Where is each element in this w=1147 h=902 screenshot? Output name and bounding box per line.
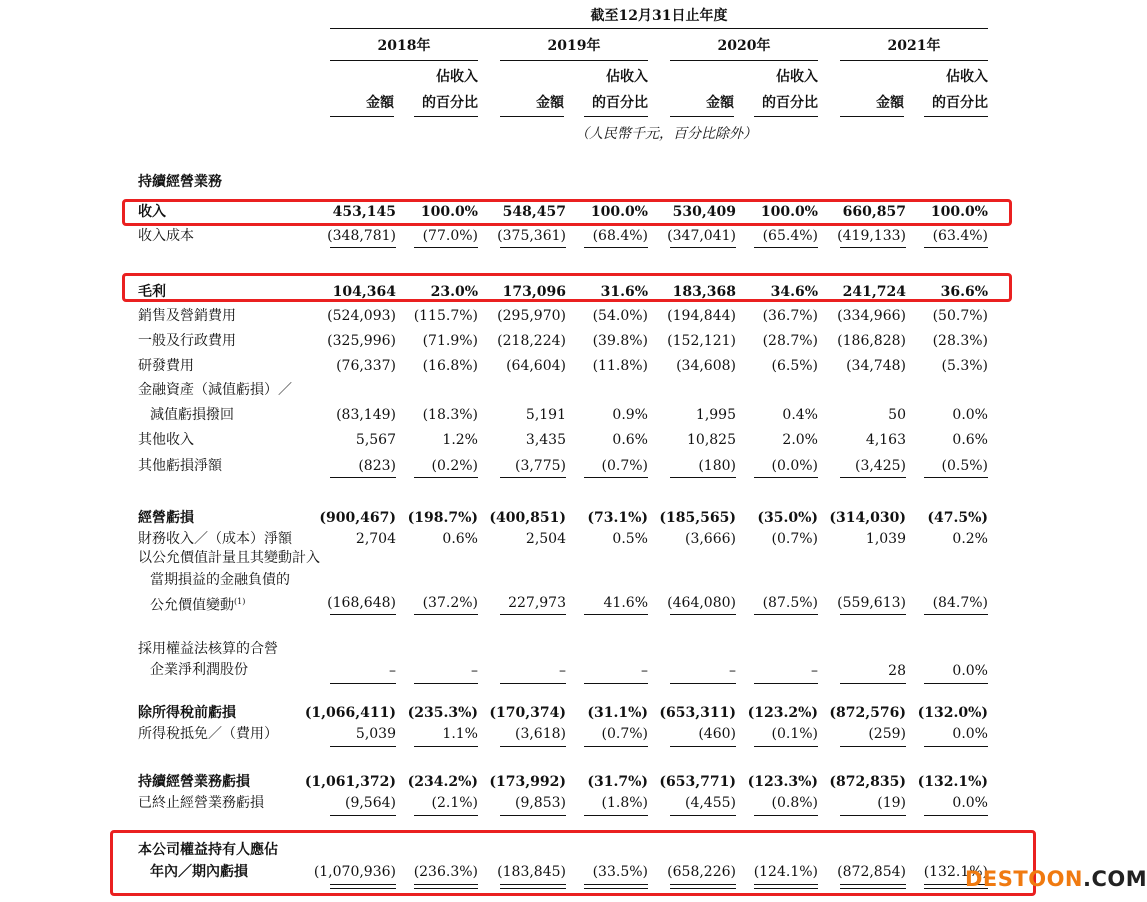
pct-cell: 41.6% xyxy=(603,595,648,611)
row-label: 一般及行政費用 xyxy=(138,333,236,349)
total-rule xyxy=(414,614,478,615)
row-label: 經營虧損 xyxy=(138,510,194,526)
period-title: 截至12月31日止年度 xyxy=(590,8,728,24)
total-rule xyxy=(840,477,906,478)
total-rule xyxy=(840,815,906,816)
total-rule xyxy=(924,683,988,684)
amount-cell: (1,061,372) xyxy=(304,774,396,790)
pct-cell: (33.5%) xyxy=(592,864,648,880)
pct-cell: (234.2%) xyxy=(407,774,478,790)
amount-cell: (185,565) xyxy=(659,510,736,526)
pct-cell: (0.7%) xyxy=(771,531,818,547)
pct-cell: (63.4%) xyxy=(932,228,988,244)
pct-cell: (31.7%) xyxy=(587,774,648,790)
total-rule xyxy=(500,746,566,747)
row-label: 其他虧損淨額 xyxy=(138,458,222,474)
pct-cell: 1.2% xyxy=(442,432,478,448)
amount-cell: (348,781) xyxy=(327,228,396,244)
year-2020: 2020年 xyxy=(717,38,771,54)
pct-cell: (11.8%) xyxy=(592,358,648,374)
pct-cell: (132.1%) xyxy=(923,864,988,880)
footnote-marker: (1) xyxy=(234,597,246,606)
col-rule xyxy=(924,116,988,117)
pct-cell: (77.0%) xyxy=(422,228,478,244)
amount-cell: 2,504 xyxy=(525,531,566,547)
amount-cell: (183,845) xyxy=(497,864,566,880)
total-rule xyxy=(330,746,396,747)
pct-cell: 0.0% xyxy=(952,407,988,423)
col-pct-header-4: 佔收入 xyxy=(946,69,988,85)
amount-cell: 28 xyxy=(888,663,906,679)
amount-cell: 660,857 xyxy=(842,204,906,220)
col-pct-header-1: 佔收入 xyxy=(436,69,478,85)
col-rule xyxy=(414,116,478,117)
row-label: 金融資產（減值虧損）／ xyxy=(138,382,292,398)
pct-cell: 0.9% xyxy=(612,407,648,423)
pct-cell: (35.0%) xyxy=(757,510,818,526)
total-rule xyxy=(840,614,906,615)
amount-cell: (325,996) xyxy=(327,333,396,349)
amount-cell: (34,608) xyxy=(676,358,736,374)
amount-cell: (152,121) xyxy=(667,333,736,349)
amount-cell: (1,066,411) xyxy=(304,705,396,721)
pct-cell: 23.0% xyxy=(430,284,478,300)
pct-cell: 0.0% xyxy=(952,726,988,742)
amount-cell: (658,226) xyxy=(667,864,736,880)
amount-cell: 548,457 xyxy=(502,204,566,220)
pct-cell: 36.6% xyxy=(940,284,988,300)
total-rule xyxy=(924,247,988,248)
row-label: 銷售及營銷費用 xyxy=(138,308,236,324)
total-rule xyxy=(500,247,566,248)
amount-cell: 5,567 xyxy=(355,432,396,448)
total-rule xyxy=(414,683,478,684)
total-rule xyxy=(330,614,396,615)
amount-cell: (334,966) xyxy=(837,308,906,324)
amount-cell: 1,995 xyxy=(695,407,736,423)
amount-cell: 453,145 xyxy=(332,204,396,220)
highlight-gross-profit-row xyxy=(122,273,1012,302)
amount-cell: (653,771) xyxy=(659,774,736,790)
col-rule xyxy=(670,116,734,117)
total-rule xyxy=(414,815,478,816)
amount-cell: 5,191 xyxy=(525,407,566,423)
pct-cell: 0.6% xyxy=(952,432,988,448)
total-rule xyxy=(330,247,396,248)
amount-cell: (3,425) xyxy=(854,458,906,474)
period-rule xyxy=(330,28,988,29)
pct-cell: (2.1%) xyxy=(431,795,478,811)
amount-cell: – xyxy=(729,663,736,679)
pct-cell: 0.6% xyxy=(442,531,478,547)
col-pct-header-line2: 的百分比 xyxy=(422,95,478,111)
total-rule xyxy=(500,683,566,684)
row-label: 毛利 xyxy=(138,284,166,300)
pct-cell: (6.5%) xyxy=(771,358,818,374)
amount-cell: (314,030) xyxy=(829,510,906,526)
pct-cell: (132.0%) xyxy=(917,705,988,721)
col-rule xyxy=(754,116,818,117)
amount-cell: (3,666) xyxy=(684,531,736,547)
total-rule xyxy=(414,247,478,248)
amount-cell: (218,224) xyxy=(497,333,566,349)
total-rule xyxy=(500,614,566,615)
year-2018: 2018年 xyxy=(377,38,431,54)
pct-cell: (115.7%) xyxy=(413,308,478,324)
row-label: 以公允價值計量且其變動計入 xyxy=(138,550,320,566)
pct-cell: (124.1%) xyxy=(753,864,818,880)
pct-cell: (0.5%) xyxy=(941,458,988,474)
total-rule xyxy=(924,614,988,615)
total-rule xyxy=(584,247,648,248)
row-label: 採用權益法核算的合營 xyxy=(138,641,278,657)
col-amount-header: 金額 xyxy=(706,95,734,111)
pct-cell: (5.3%) xyxy=(941,358,988,374)
amount-cell: 241,724 xyxy=(842,284,906,300)
total-rule xyxy=(840,247,906,248)
pct-cell: 2.0% xyxy=(782,432,818,448)
amount-cell: (168,648) xyxy=(327,595,396,611)
amount-cell: (4,455) xyxy=(684,795,736,811)
amount-cell: (83,149) xyxy=(336,407,396,423)
row-label: 財務收入／（成本）淨額 xyxy=(138,531,292,547)
amount-cell: 1,039 xyxy=(865,531,906,547)
amount-cell: (559,613) xyxy=(837,595,906,611)
total-rule xyxy=(414,746,478,747)
total-rule xyxy=(330,683,396,684)
year-rule xyxy=(330,60,478,61)
col-rule xyxy=(330,116,394,117)
amount-cell: (170,374) xyxy=(489,705,566,721)
pct-cell: (71.9%) xyxy=(422,333,478,349)
amount-cell: (173,992) xyxy=(489,774,566,790)
total-rule xyxy=(670,746,736,747)
row-label: 當期損益的金融負債的 xyxy=(150,572,290,588)
unit-note: （人民幣千元，百分比除外） xyxy=(575,126,757,142)
highlight-revenue-row xyxy=(122,199,1012,226)
pct-cell: (54.0%) xyxy=(592,308,648,324)
pct-cell: (73.1%) xyxy=(587,510,648,526)
row-label: 所得稅抵免／（費用） xyxy=(138,726,278,742)
amount-cell: – xyxy=(389,663,396,679)
amount-cell: 10,825 xyxy=(687,432,736,448)
amount-cell: (823) xyxy=(358,458,396,474)
total-rule xyxy=(670,477,736,478)
total-rule xyxy=(840,683,906,684)
pct-cell: (235.3%) xyxy=(407,705,478,721)
total-rule xyxy=(670,815,736,816)
amount-cell: (900,467) xyxy=(319,510,396,526)
total-rule xyxy=(584,746,648,747)
total-rule xyxy=(924,815,988,816)
pct-cell: (198.7%) xyxy=(407,510,478,526)
amount-cell: (64,604) xyxy=(506,358,566,374)
total-rule xyxy=(584,815,648,816)
pct-cell: 100.0% xyxy=(760,204,818,220)
total-rule xyxy=(754,815,818,816)
amount-cell: 530,409 xyxy=(672,204,736,220)
amount-cell: 4,163 xyxy=(865,432,906,448)
pct-cell: 100.0% xyxy=(420,204,478,220)
amount-cell: (524,093) xyxy=(327,308,396,324)
amount-cell: (872,576) xyxy=(829,705,906,721)
amount-cell: (9,564) xyxy=(344,795,396,811)
amount-cell: (375,361) xyxy=(497,228,566,244)
amount-cell: (419,133) xyxy=(837,228,906,244)
year-2019: 2019年 xyxy=(547,38,601,54)
pct-cell: (28.3%) xyxy=(932,333,988,349)
pct-cell: 31.6% xyxy=(600,284,648,300)
col-amount-header: 金額 xyxy=(876,95,904,111)
row-label: 除所得稅前虧損 xyxy=(138,705,236,721)
col-rule xyxy=(584,116,648,117)
amount-cell: 50 xyxy=(888,407,906,423)
pct-cell: (123.2%) xyxy=(747,705,818,721)
row-label: 持續經營業務虧損 xyxy=(138,774,250,790)
amount-cell: (295,970) xyxy=(497,308,566,324)
amount-cell: (872,854) xyxy=(837,864,906,880)
pct-cell: (36.7%) xyxy=(762,308,818,324)
row-label: 本公司權益持有人應佔 xyxy=(138,842,278,858)
pct-cell: (37.2%) xyxy=(422,595,478,611)
row-label: 已終止經營業務虧損 xyxy=(138,795,264,811)
amount-cell: (34,748) xyxy=(846,358,906,374)
col-rule xyxy=(500,116,564,117)
amount-cell: (872,835) xyxy=(829,774,906,790)
year-rule xyxy=(670,60,818,61)
row-label: 研發費用 xyxy=(138,358,194,374)
total-rule xyxy=(414,477,478,478)
row-label: 企業淨利潤股份 xyxy=(150,662,248,678)
col-pct-header-2: 佔收入 xyxy=(606,69,648,85)
amount-cell: (186,828) xyxy=(837,333,906,349)
row-label: 減值虧損撥回 xyxy=(150,407,234,423)
pct-cell: (123.3%) xyxy=(747,774,818,790)
pct-cell: – xyxy=(811,663,818,679)
pct-cell: (0.7%) xyxy=(601,458,648,474)
amount-cell: (9,853) xyxy=(514,795,566,811)
total-rule xyxy=(330,477,396,478)
pct-cell: 1.1% xyxy=(442,726,478,742)
pct-cell: (31.1%) xyxy=(587,705,648,721)
total-rule xyxy=(500,815,566,816)
pct-cell: (0.7%) xyxy=(601,726,648,742)
pct-cell: (47.5%) xyxy=(927,510,988,526)
pct-cell: (28.7%) xyxy=(762,333,818,349)
amount-cell: – xyxy=(559,663,566,679)
total-rule xyxy=(584,683,648,684)
col-pct-header-line2: 的百分比 xyxy=(932,95,988,111)
pct-cell: (18.3%) xyxy=(422,407,478,423)
total-rule xyxy=(754,746,818,747)
col-amount-header: 金額 xyxy=(536,95,564,111)
total-rule xyxy=(924,477,988,478)
amount-cell: (194,844) xyxy=(667,308,736,324)
pct-cell: (236.3%) xyxy=(413,864,478,880)
amount-cell: 5,039 xyxy=(355,726,396,742)
amount-cell: 227,973 xyxy=(508,595,566,611)
pct-cell: (1.8%) xyxy=(601,795,648,811)
total-rule xyxy=(330,815,396,816)
amount-cell: (460) xyxy=(698,726,736,742)
total-rule xyxy=(754,683,818,684)
amount-cell: 2,704 xyxy=(355,531,396,547)
year-2021: 2021年 xyxy=(887,38,941,54)
pct-cell: 0.4% xyxy=(782,407,818,423)
total-rule xyxy=(670,614,736,615)
col-rule xyxy=(840,116,904,117)
total-rule xyxy=(840,746,906,747)
year-rule xyxy=(840,60,988,61)
pct-cell: 100.0% xyxy=(590,204,648,220)
amount-cell: (653,311) xyxy=(659,705,736,721)
row-label: 收入成本 xyxy=(138,228,194,244)
amount-cell: (1,070,936) xyxy=(313,864,396,880)
pct-cell: – xyxy=(641,663,648,679)
total-rule xyxy=(754,247,818,248)
amount-cell: (259) xyxy=(868,726,906,742)
amount-cell: (180) xyxy=(698,458,736,474)
total-rule xyxy=(584,477,648,478)
amount-cell: (464,080) xyxy=(667,595,736,611)
pct-cell: 34.6% xyxy=(770,284,818,300)
total-rule xyxy=(754,477,818,478)
pct-cell: (65.4%) xyxy=(762,228,818,244)
total-rule xyxy=(584,614,648,615)
highlight-loss-attributable-row xyxy=(110,830,1036,896)
total-rule xyxy=(670,683,736,684)
pct-cell: (0.0%) xyxy=(771,458,818,474)
amount-cell: (400,851) xyxy=(489,510,566,526)
watermark-suffix: .COM xyxy=(1083,867,1147,891)
total-rule xyxy=(670,247,736,248)
watermark-brand: DESTOON xyxy=(965,867,1084,891)
total-rule xyxy=(500,477,566,478)
watermark xyxy=(965,867,1147,891)
total-rule xyxy=(924,746,988,747)
pct-cell: (50.7%) xyxy=(932,308,988,324)
amount-cell: (3,775) xyxy=(514,458,566,474)
pct-cell: – xyxy=(471,663,478,679)
amount-cell: 104,364 xyxy=(332,284,396,300)
pct-cell: (0.8%) xyxy=(771,795,818,811)
row-label: 年內／期內虧損 xyxy=(150,864,248,880)
col-pct-header-line2: 的百分比 xyxy=(762,95,818,111)
pct-cell: 0.5% xyxy=(612,531,648,547)
pct-cell: (39.8%) xyxy=(592,333,648,349)
amount-cell: (3,618) xyxy=(514,726,566,742)
year-rule xyxy=(500,60,648,61)
pct-cell: 0.2% xyxy=(952,531,988,547)
pct-cell: (16.8%) xyxy=(422,358,478,374)
row-label: 收入 xyxy=(138,204,166,220)
pct-cell: 0.6% xyxy=(612,432,648,448)
amount-cell: 173,096 xyxy=(502,284,566,300)
pct-cell: 0.0% xyxy=(952,663,988,679)
pct-cell: 0.0% xyxy=(952,795,988,811)
amount-cell: (76,337) xyxy=(336,358,396,374)
col-pct-header-line2: 的百分比 xyxy=(592,95,648,111)
col-amount-header: 金額 xyxy=(366,95,394,111)
amount-cell: (19) xyxy=(877,795,906,811)
pct-cell: (0.1%) xyxy=(771,726,818,742)
row-label: 其他收入 xyxy=(138,432,194,448)
amount-cell: 183,368 xyxy=(672,284,736,300)
pct-cell: (87.5%) xyxy=(762,595,818,611)
amount-cell: (347,041) xyxy=(667,228,736,244)
pct-cell: (0.2%) xyxy=(431,458,478,474)
pct-cell: (68.4%) xyxy=(592,228,648,244)
pct-cell: 100.0% xyxy=(930,204,988,220)
pct-cell: (84.7%) xyxy=(932,595,988,611)
col-pct-header-3: 佔收入 xyxy=(776,69,818,85)
section-title: 持續經營業務 xyxy=(138,174,222,190)
total-rule xyxy=(754,614,818,615)
amount-cell: 3,435 xyxy=(525,432,566,448)
row-label: 公允價值變動$^{(1)}$ xyxy=(150,597,246,614)
pct-cell: (132.1%) xyxy=(917,774,988,790)
